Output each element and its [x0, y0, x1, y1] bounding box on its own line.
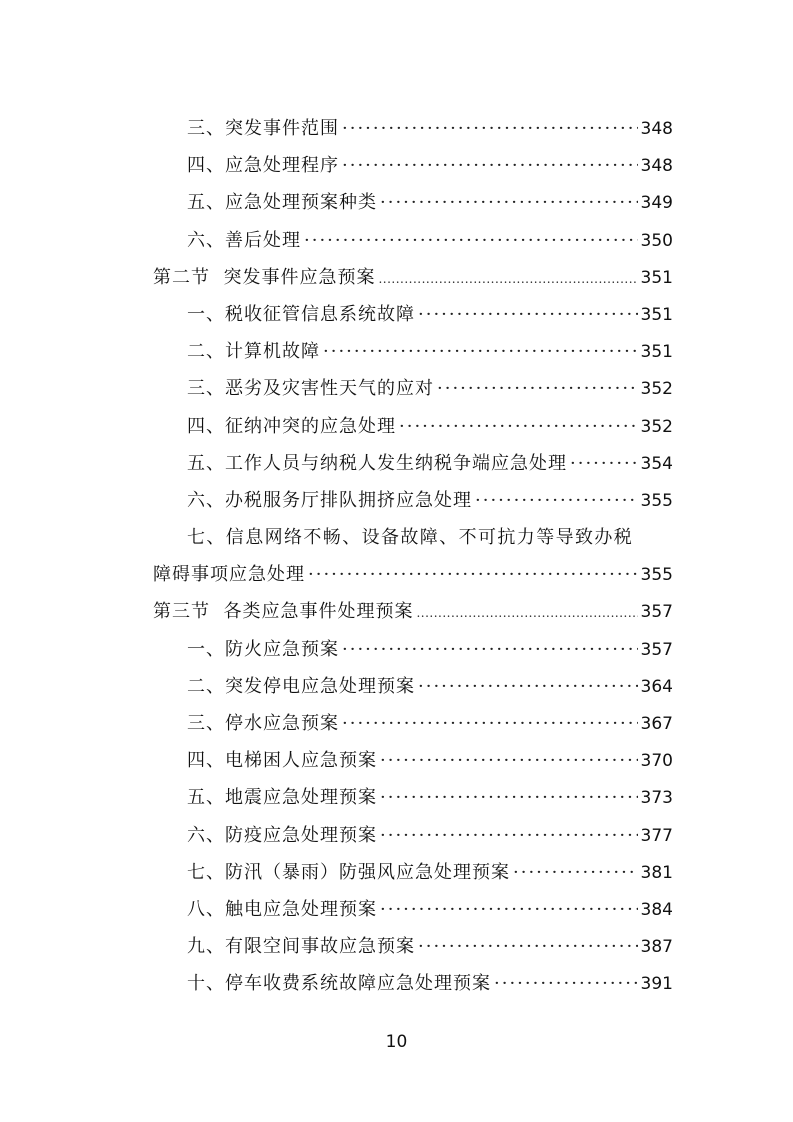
toc-leader	[378, 259, 637, 298]
toc-entry-title: 三、停水应急预案	[187, 713, 339, 734]
table-of-contents	[153, 110, 673, 1003]
toc-leader	[342, 110, 638, 147]
toc-entry-page: 357	[640, 602, 673, 623]
toc-section-entry[interactable]	[153, 259, 673, 296]
toc-leader	[418, 668, 638, 705]
toc-leader	[308, 556, 638, 593]
toc-entry-page: 370	[640, 751, 673, 772]
toc-leader	[399, 408, 638, 445]
toc-entry-title: 二、突发停电应急处理预案	[187, 675, 415, 697]
toc-entry-page: 373	[640, 788, 673, 809]
toc-entry-title: 六、办税服务厅排队拥挤应急处理	[187, 489, 472, 511]
toc-leader	[380, 184, 638, 221]
toc-entry-title: 七、防汛（暴雨）防强风应急处理预案	[187, 861, 510, 883]
toc-entry[interactable]	[153, 147, 673, 184]
toc-entry-page: 381	[640, 862, 673, 883]
toc-entry-wrapped-line[interactable]	[153, 519, 673, 556]
toc-leader	[380, 779, 638, 816]
toc-entry-title: 六、防疫应急处理预案	[187, 824, 377, 846]
toc-entry[interactable]	[153, 482, 673, 519]
toc-entry-title: 四、应急处理程序	[187, 155, 339, 177]
toc-entry-page: 354	[640, 453, 673, 474]
toc-entry-page: 351	[640, 342, 673, 363]
toc-leader	[416, 593, 637, 632]
toc-section-title: 第二节 突发事件应急预案	[153, 266, 376, 288]
toc-leader	[304, 222, 638, 259]
toc-leader	[380, 817, 638, 854]
toc-entry-title-continued: 障碍事项应急处理	[153, 564, 305, 586]
toc-entry-title: 三、恶劣及灾害性天气的应对	[187, 378, 434, 400]
toc-entry-title: 九、有限空间事故应急预案	[187, 936, 415, 958]
toc-entry[interactable]	[153, 742, 673, 779]
toc-entry-page: 351	[640, 267, 673, 288]
toc-leader	[380, 891, 638, 928]
toc-entry[interactable]	[153, 854, 673, 891]
toc-entry[interactable]	[153, 668, 673, 705]
toc-leader	[342, 631, 638, 668]
toc-entry-page: 350	[640, 230, 673, 251]
toc-entry-title: 五、应急处理预案种类	[187, 192, 377, 214]
toc-entry-page: 355	[640, 565, 673, 586]
toc-leader	[418, 928, 638, 965]
toc-leader	[437, 370, 638, 407]
toc-entry-page: 355	[640, 490, 673, 511]
toc-entry[interactable]	[153, 817, 673, 854]
toc-entry-page: 348	[640, 156, 673, 177]
toc-entry[interactable]	[153, 184, 673, 221]
toc-leader	[475, 482, 638, 519]
toc-section-entry[interactable]	[153, 593, 673, 630]
toc-entry-title: 四、征纳冲突的应急处理	[187, 415, 396, 437]
toc-entry-page: 377	[640, 825, 673, 846]
toc-leader	[513, 854, 638, 891]
toc-entry-page: 384	[640, 899, 673, 920]
toc-entry-title: 六、善后处理	[187, 229, 301, 251]
toc-leader	[380, 742, 638, 779]
toc-entry-title: 二、计算机故障	[187, 341, 320, 363]
toc-leader	[494, 965, 638, 1002]
toc-entry-page: 349	[640, 193, 673, 214]
toc-entry-page: 391	[640, 974, 673, 995]
toc-entry[interactable]	[153, 891, 673, 928]
toc-section-title: 第三节 各类应急事件处理预案	[153, 601, 414, 623]
toc-entry-title: 一、防火应急预案	[187, 638, 339, 660]
toc-entry[interactable]	[153, 965, 673, 1002]
toc-leader	[342, 147, 638, 184]
toc-entry-page: 357	[640, 639, 673, 660]
toc-leader	[323, 333, 638, 370]
page-number: 10	[385, 1032, 408, 1052]
toc-entry-page: 351	[640, 304, 673, 325]
toc-entry-title: 四、电梯困人应急预案	[187, 750, 377, 772]
toc-entry[interactable]	[153, 370, 673, 407]
toc-entry-title: 三、突发事件范围	[187, 118, 339, 139]
toc-entry-title: 七、信息网络不畅、设备故障、不可抗力等导致办税	[187, 527, 634, 549]
toc-entry[interactable]	[153, 928, 673, 965]
toc-leader	[418, 296, 638, 333]
toc-entry-page: 387	[640, 937, 673, 958]
toc-entry[interactable]	[153, 222, 673, 259]
toc-entry[interactable]	[153, 296, 673, 333]
toc-entry-title: 十、停车收费系统故障应急处理预案	[187, 973, 491, 995]
toc-entry-page: 352	[640, 379, 673, 400]
toc-leader	[342, 705, 638, 742]
toc-entry-title: 五、工作人员与纳税人发生纳税争端应急处理	[187, 452, 567, 474]
toc-entry-page: 348	[640, 119, 673, 139]
toc-entry-title: 五、地震应急处理预案	[187, 787, 377, 809]
toc-entry-page: 352	[640, 416, 673, 437]
toc-leader	[570, 445, 638, 482]
toc-entry[interactable]	[153, 445, 673, 482]
toc-entry[interactable]	[153, 408, 673, 445]
toc-entry[interactable]	[153, 705, 673, 742]
toc-entry-page: 364	[640, 676, 673, 697]
toc-entry[interactable]	[153, 779, 673, 816]
toc-entry[interactable]	[153, 110, 673, 147]
toc-entry-title: 八、触电应急处理预案	[187, 898, 377, 920]
toc-entry-page: 367	[640, 714, 673, 734]
toc-entry[interactable]	[153, 556, 673, 593]
toc-entry[interactable]	[153, 333, 673, 370]
toc-entry-title: 一、税收征管信息系统故障	[187, 303, 415, 325]
toc-entry[interactable]	[153, 631, 673, 668]
